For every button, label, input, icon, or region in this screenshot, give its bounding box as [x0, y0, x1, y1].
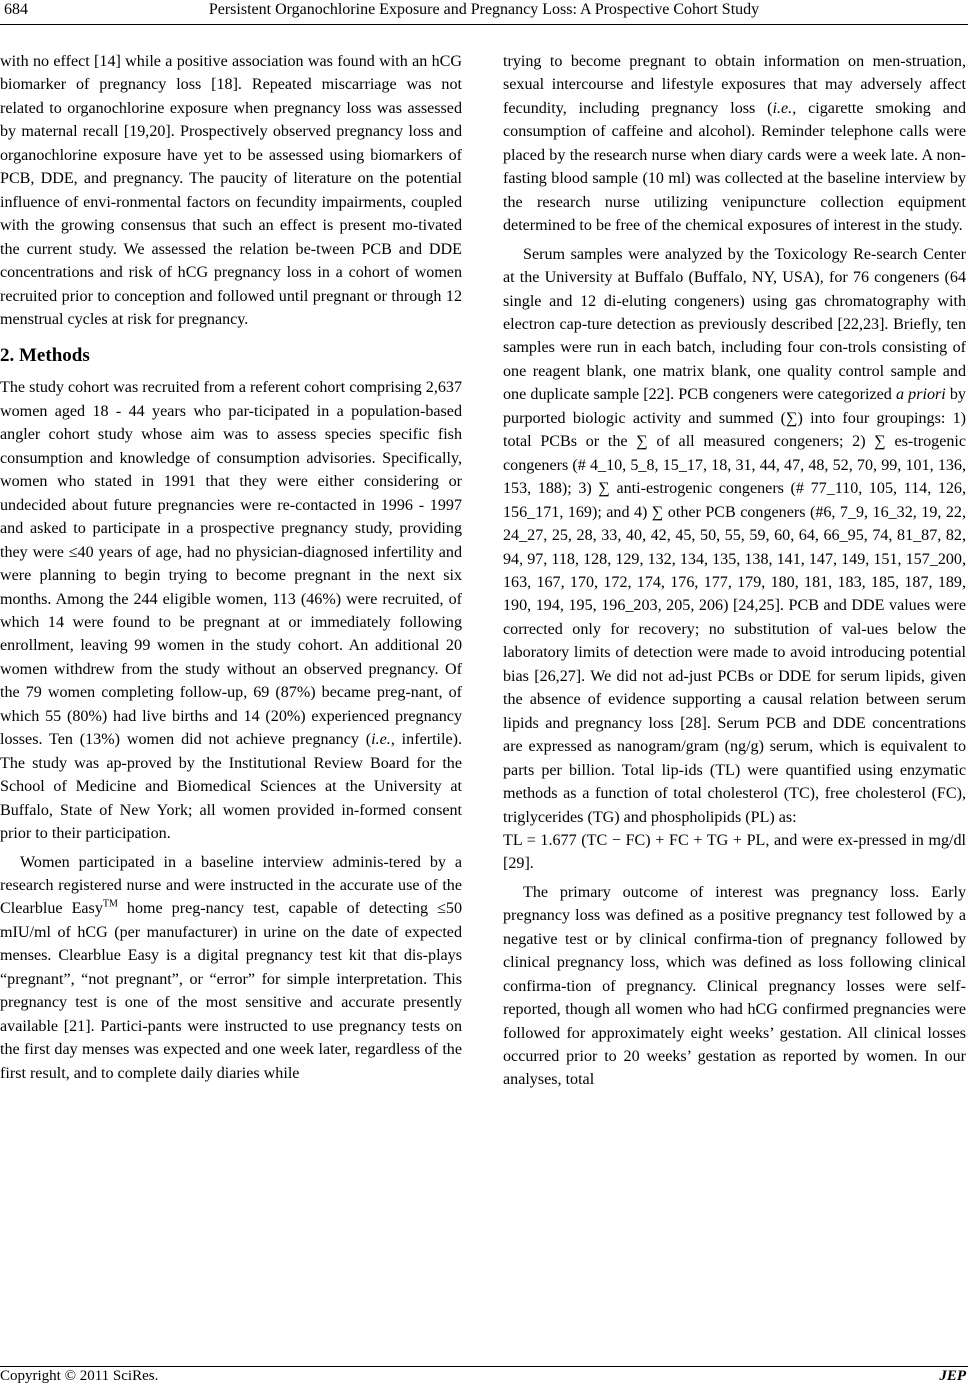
page-number: 684 — [4, 1, 28, 18]
paragraph-primary-outcome: The primary outcome of interest was pregnancy loss. Early pregnancy loss was defined as a positive pregnancy test followed by a negative test or by clinical confirma-tion of pregnancy followed by clinical pregnancy loss, which was defined as loss following clinical confirma-tion of pregnancy. Clinical pregnancy losses were self-reported, though all women who had hCG confirmed pregnancies were followed for approximately eight weeks’ gestation. All clinical losses occurred prior to 20 weeks’ gestation as reported by women. In our analyses, total — [503, 883, 966, 1089]
text-run: home preg-nancy test, capable of detecting ≤50 mIU/ml of hCG (per manufacturer) in urine on the date of expected menses. Clearblue Easy is a digital pregnancy test kit that dis-plays “pregnant”, “not pregnant”, or “error” for simple interpretation. This pregnancy test is one of the most sensitive and accurate presently available [21]. Partici-pants were instructed to use pregnancy tests on the first day menses was expected and one week later, regardless of the first result, and to complete daily diaries while — [0, 900, 462, 1082]
header-rule — [0, 24, 968, 25]
trademark-superscript: TM — [102, 899, 118, 911]
journal-abbreviation: JEP — [939, 1368, 966, 1384]
text-run: , cigarette smoking and consumption of caffeine and alcohol). Reminder telephone calls were placed by the research nurse when diary cards were a week late. A non-fasting blood sample (10 ml) was collected at the baseline interview by the research nurse utilizing venipuncture collection equipment determined to be free of the chemical exposures of interest in the study. — [503, 99, 966, 235]
running-title: Persistent Organochlorine Exposure and Pregnancy Loss: A Prospective Cohort Study — [208, 1, 760, 18]
text-run: trying to become pregnant to obtain information on men-struation, sexual intercourse and lifestyle exposures that may adversely affect fecundity, including pregnancy loss ( — [503, 53, 966, 117]
left-column — [0, 50, 462, 1085]
text-run: , infertile). The study was ap-proved by the Institutional Review Board for the School of Medicine and Biomedical Sciences at the University at Buffalo, State of New York; all women provided in-formed consent prior to their participation. — [0, 731, 463, 843]
italic-run: i.e. — [772, 99, 793, 117]
formula-total-lipids: TL = 1.677 (TC − FC) + FC + TG + PL, and were ex-pressed in mg/dl [29]. — [503, 831, 966, 873]
paragraph-baseline-interview — [0, 851, 462, 1086]
paragraph-study-cohort — [0, 376, 462, 845]
paragraph-serum-analysis — [503, 243, 966, 829]
italic-run: i.e. — [371, 731, 391, 749]
page-header — [0, 0, 968, 24]
right-column — [503, 50, 966, 1092]
section-heading-methods: 2. Methods — [0, 345, 90, 367]
text-run: Serum samples were analyzed by the Toxicology Re-search Center at the University at Buffalo (Buffalo, NY, USA), for 76 congeners (64 single and 12 di-eluting congeners) using gas chromatography with electron cap-ture detection as previously described [22,23]. Briefly, ten samples were run in each batch, including four con-trols consisting of one reagent blank, one matrix blank, one quality control sample and one duplicate sample [22]. PCB congeners were categorized — [503, 245, 966, 404]
italic-run: a priori — [895, 386, 946, 404]
text-run: The study cohort was recruited from a referent cohort comprising 2,637 women aged 18 - 44 years who par-ticipated in a population-based angler cohort study whose aim was to assess species specific fish consumption and knowledge of consumption advisories. Specifically, women who stated in 1991 that they were either considering or undecided about future pregnancies were re-contacted in 1996 - 1997 and asked to participate in a prospective pregnancy study, providing they were ≤40 years of age, had no physician-diagnosed infertility and were planning to begin trying to become pregnant in the next six months. Among the 244 eligible women, 113 (46%) were recruited, of which 14 were found to be pregnant at or immediately following enrollment, leaving 99 women in the study cohort. An additional 20 women withdrew from the study without an observed pregnancy. Of the 79 women completing follow-up, 69 (87%) became preg-nant, of which 55 (80%) had live births and 14 (20%) experienced pregnancy losses. Ten (13%) women did not achieve pregnancy ( — [0, 379, 462, 749]
paragraph-diary-continued — [503, 50, 966, 238]
copyright-notice: Copyright © 2011 SciRes. — [0, 1368, 159, 1384]
paragraph-intro-continued: with no effect [14] while a positive association was found with an hCG biomarker of pregnancy loss [18]. Repeated miscarriage was not related to organochlorine exposure when pregnancy loss was assessed by maternal recall [19,20]. Prospectively observed pregnancy loss and organochlorine exposure have yet to be assessed using biomarkers of PCB, DDE, and pregnancy. The paucity of literature on the potential influence of envi-ronmental factors on fecundity impairments, coupled with the growing consensus that such an effect is present mo-tivated the current study. We assessed the relation be-tween PCB and DDE concentrations and risk of hCG pregnancy loss in a cohort of women recruited prior to conception and followed until pregnant or through 12 menstrual cycles at risk for pregnancy. — [0, 53, 462, 328]
text-run: Women participated in a baseline interview adminis-tered by a research registered nurse and were instructed in the accurate use of the Clearblue Easy — [0, 853, 462, 918]
text-run: by purported biologic activity and summed (∑) into four groupings: 1) total PCBs or the ∑ of all measured congeners; 2) ∑ es-trogenic congeners (# 4_10, 5_8, 15_17, 18, 31, 44, 47, 48, 52, 70, 99, 101, 136, 153, 188); 3) ∑ anti-estrogenic congeners (# 77_110, 105, 114, 126, 156_171, 169); and 4) ∑ other PCB congeners (#6, 7_9, 16_32, 19, 22, 24_27, 25, 28, 33, 40, 42, 45, 50, 55, 59, 60, 64, 66_95, 74, 81_87, 82, 94, 97, 118, 128, 129, 132, 134, 135, 138, 141, 147, 149, 151, 157_200, 163, 167, 170, 172, 174, 176, 177, 179, 180, 181, 183, 185, 187, 189, 190, 194, 195, 196_203, 205, 206) [24,25]. PCB and DDE values were corrected only for recovery; no substitution of val-ues below the laboratory limits of detection were made to avoid introducing potential bias [26,27]. We did not ad-just PCBs or DDE for serum lipids, given the absence of evidence supporting a causal relation between serum lipids and pregnancy loss [28]. Serum PCB and DDE concentrations are expressed as nanogram/gram (ng/g) serum, which is equivalent to parts per billion. Total lip-ids (TL) were quantified using enzymatic methods as a function of total cholesterol (TC), free cholesterol (FC), triglycerides (TG) and phospholipids (PL) as: — [503, 386, 966, 826]
